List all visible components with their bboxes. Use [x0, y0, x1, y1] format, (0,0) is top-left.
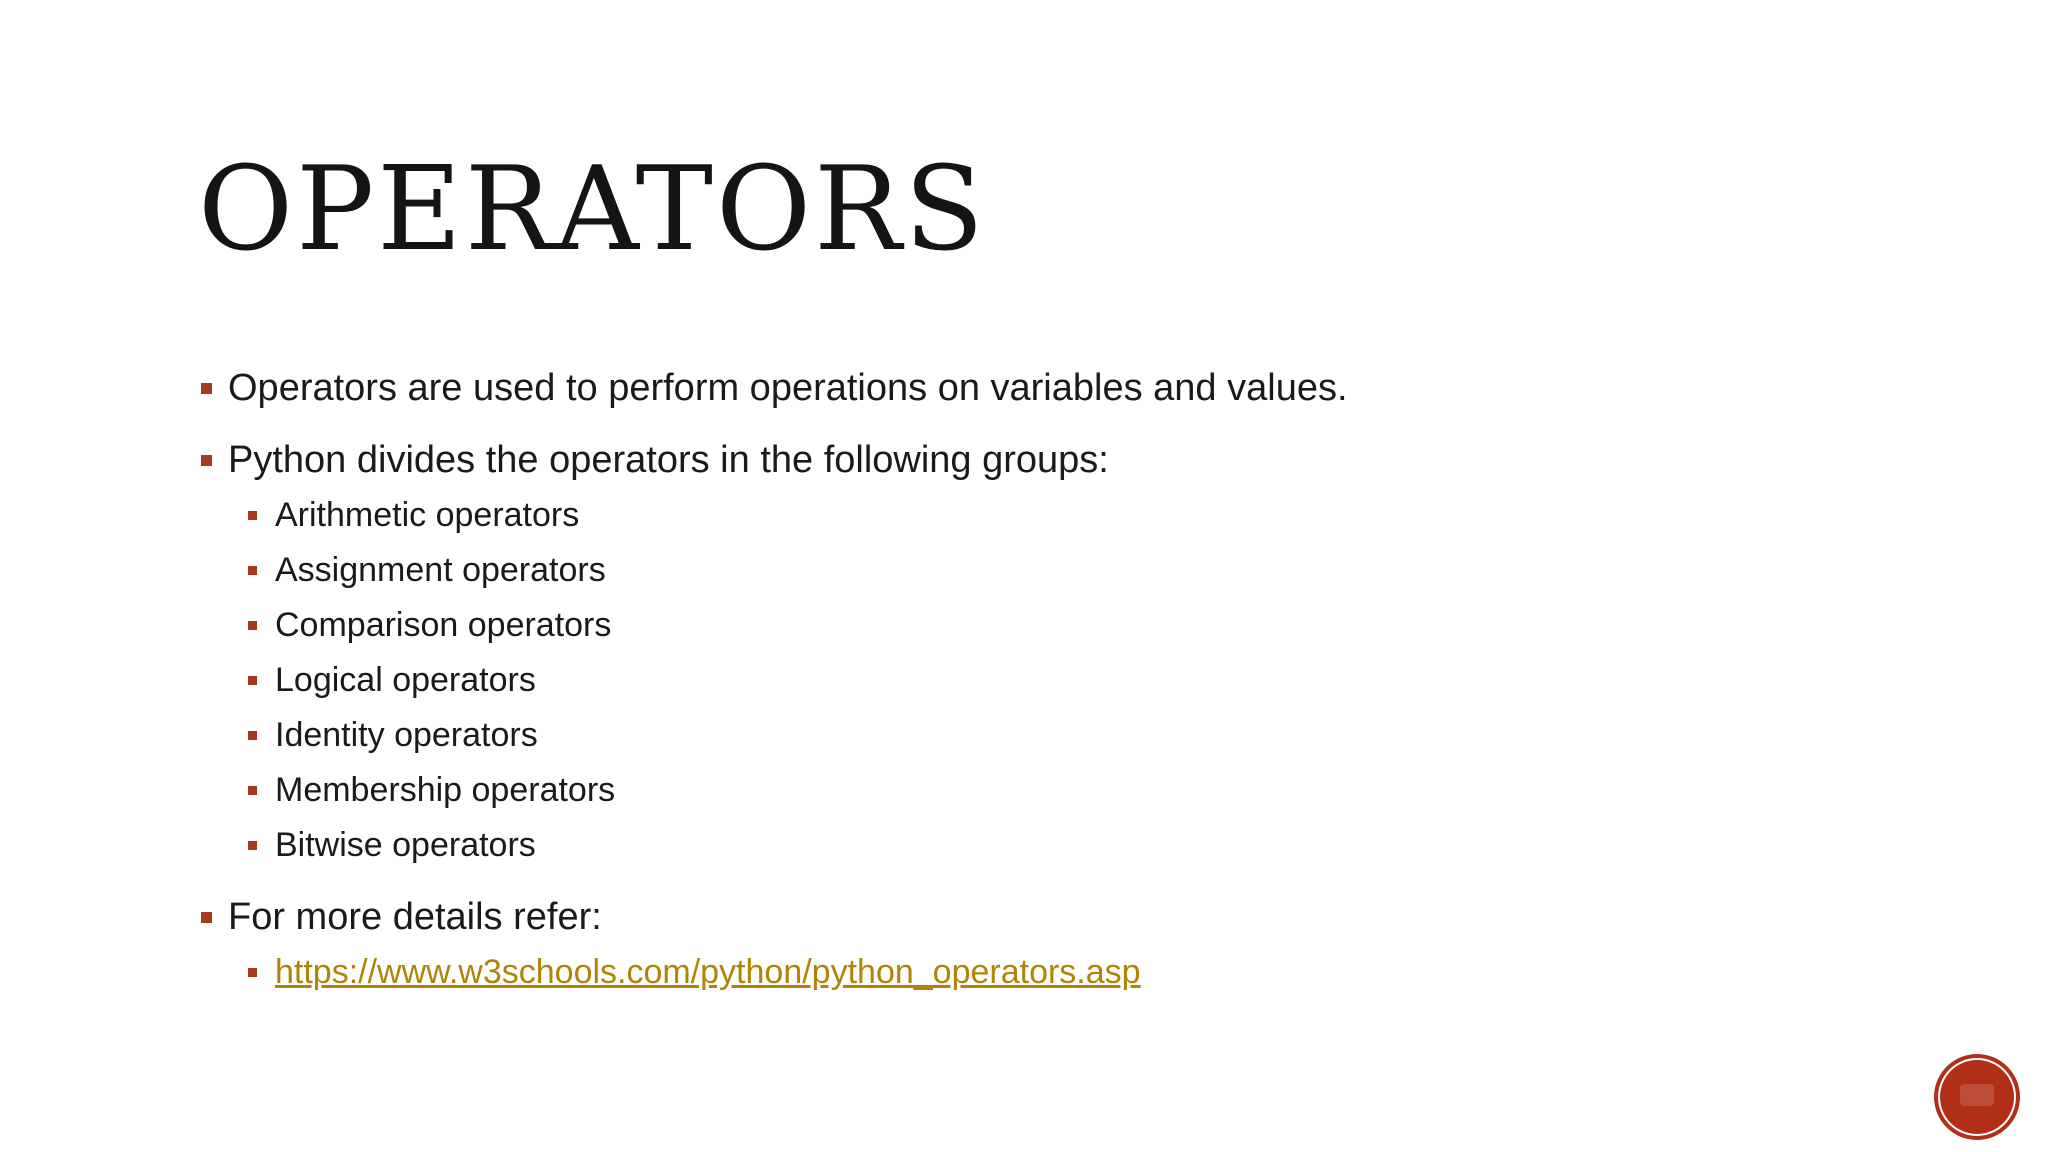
square-bullet-icon — [248, 676, 257, 685]
square-bullet-icon — [248, 968, 257, 977]
square-bullet-icon — [248, 731, 257, 740]
square-bullet-icon — [248, 786, 257, 795]
sub-bullet-text: Membership operators — [275, 771, 616, 809]
bullet-item — [198, 889, 1758, 945]
sub-bullet-text: Bitwise operators — [275, 826, 536, 864]
square-bullet-icon — [201, 912, 212, 923]
reference-link[interactable]: https://www.w3schools.com/python/python_operators.asp — [275, 953, 1141, 991]
sub-bullet-item — [198, 818, 1758, 873]
sub-bullet-text: Arithmetic operators — [275, 496, 580, 534]
sub-bullet-item — [198, 598, 1758, 653]
sub-bullet-item — [198, 708, 1758, 763]
sub-bullet-text: Assignment operators — [275, 551, 606, 589]
sub-bullet-text: Comparison operators — [275, 606, 612, 644]
slide-nav-button[interactable] — [1938, 1058, 2016, 1136]
sub-bullet-item — [198, 653, 1758, 708]
bullet-text: Python divides the operators in the following groups: — [228, 439, 1109, 481]
square-bullet-icon — [248, 841, 257, 850]
sub-bullet-item — [198, 488, 1758, 543]
bullet-text: Operators are used to perform operations on variables and values. — [228, 367, 1348, 409]
bullet-item — [198, 432, 1758, 488]
square-bullet-icon — [248, 566, 257, 575]
slide-title: OPERATORS — [198, 142, 987, 277]
square-bullet-icon — [201, 383, 212, 394]
square-bullet-icon — [201, 455, 212, 466]
sub-bullet-item — [198, 945, 1758, 1000]
square-bullet-icon — [248, 621, 257, 630]
slide-content — [198, 360, 1758, 1000]
bullet-item — [198, 360, 1758, 416]
square-bullet-icon — [248, 511, 257, 520]
sub-bullet-text: Logical operators — [275, 661, 536, 699]
sub-bullet-item — [198, 543, 1758, 598]
sub-bullet-text: Identity operators — [275, 716, 538, 754]
sub-bullet-item — [198, 763, 1758, 818]
bullet-text: For more details refer: — [228, 896, 602, 938]
